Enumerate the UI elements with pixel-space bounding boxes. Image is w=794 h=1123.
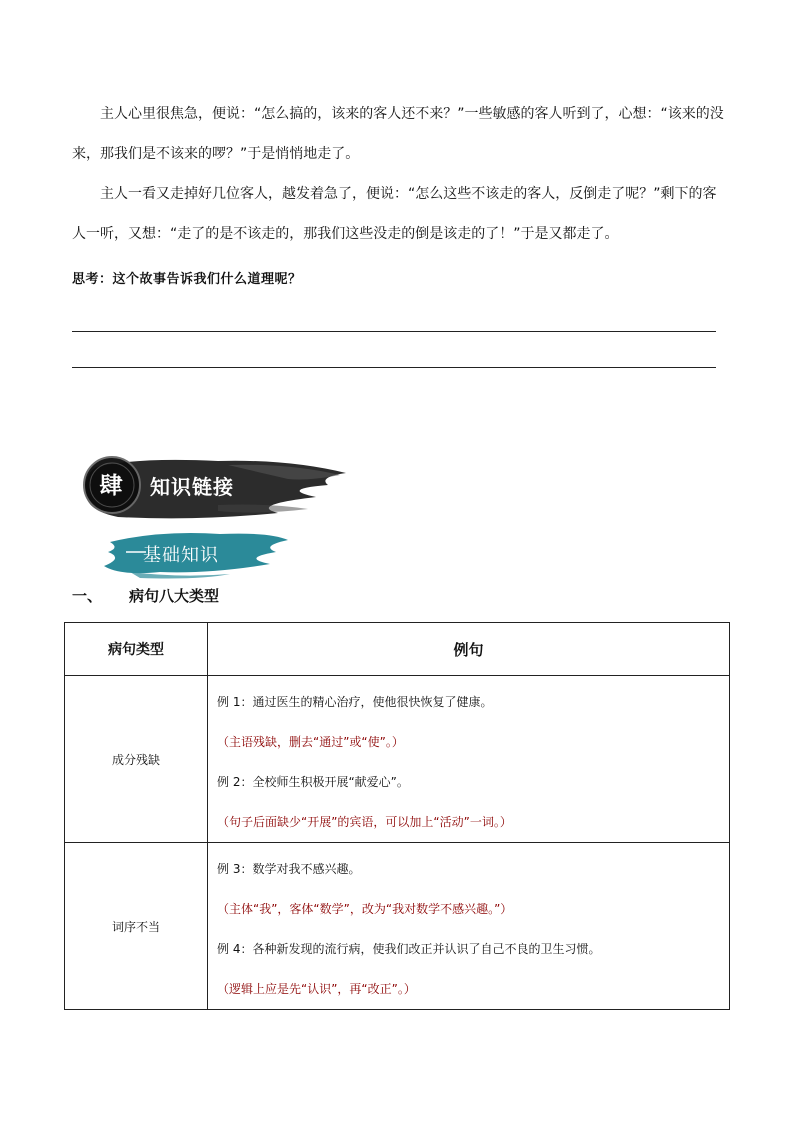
story-paragraph-2: 主人一看又走掉好几位客人，越发着急了，便说：“怎么这些不该走的客人，反倒走了呢？”剩下的客人一听，又想：“走了的是不该走的，那我们这些没走的倒是该走的了！”于是又都走了。 (72, 186, 717, 242)
answer-line (72, 331, 716, 332)
row-examples (208, 676, 730, 843)
table-row (65, 676, 730, 843)
story-paragraph-1: 主人心里很焦急，便说：“怎么搞的，该来的客人还不来？”一些敏感的客人听到了，心想：“该来的没来，那我们是不该来的啰？”于是悄悄地走了。 (72, 106, 724, 162)
example-sentence: 例 2：全校师生积极开展“献爱心”。 (217, 775, 409, 789)
example-sentence: 例 1：通过医生的精心治疗，使他很快恢复了健康。 (217, 695, 493, 709)
example-note: （主体“我”，客体“数学”，改为“我对数学不感兴趣。”） (217, 902, 513, 916)
section-heading (72, 585, 219, 606)
section-number: 一、 (72, 587, 103, 605)
header-type: 病句类型 (65, 623, 208, 676)
table-header-row (65, 623, 730, 676)
answer-line (72, 367, 716, 368)
banner-character: 肆 (99, 472, 123, 499)
example-sentence: 例 3：数学对我不感兴趣。 (217, 862, 361, 876)
row-type: 词序不当 (65, 843, 208, 1010)
banner-title: 知识链接 (150, 475, 234, 499)
header-example: 例句 (208, 623, 730, 676)
table-row (65, 843, 730, 1010)
sentence-error-table (64, 622, 730, 1010)
sub-banner-title: 基础知识 (143, 545, 219, 566)
example-note: （主语残缺，删去“通过”或“使”。） (217, 735, 404, 749)
example-note: （句子后面缺少“开展”的宾语，可以加上“活动”一词。） (217, 815, 512, 829)
example-sentence: 例 4：各种新发现的流行病，使我们改正并认识了自己不良的卫生习惯。 (217, 942, 601, 956)
section-title: 病句八大类型 (129, 587, 220, 605)
thinking-question: 思考：这个故事告诉我们什么道理呢？ (72, 272, 302, 287)
example-note: （逻辑上应是先“认识”，再“改正”。） (217, 982, 416, 996)
row-type: 成分残缺 (65, 676, 208, 843)
row-examples (208, 843, 730, 1010)
